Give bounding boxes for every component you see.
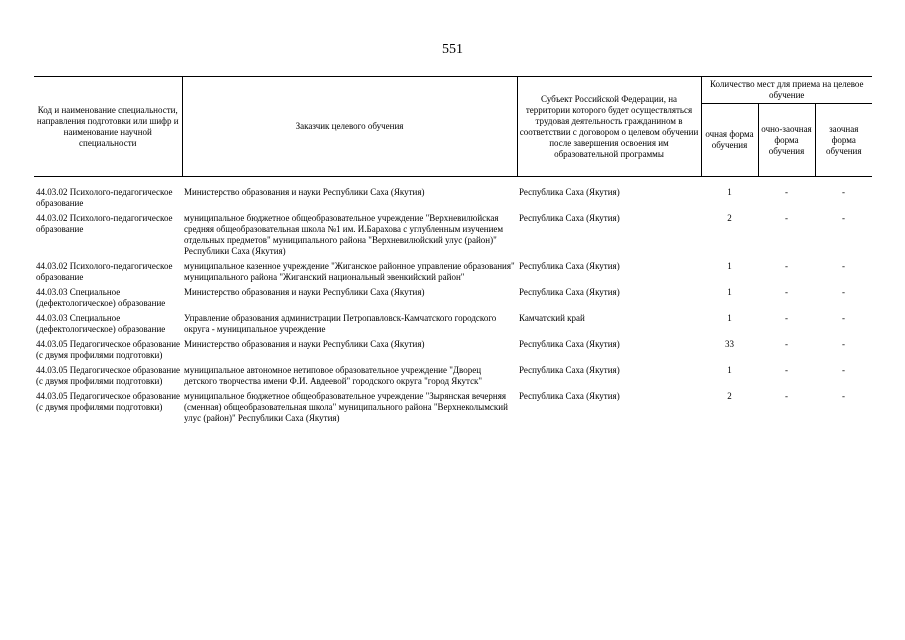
row-full-time: 2: [727, 391, 732, 401]
row-extramural: -: [842, 187, 845, 197]
row-region: Республика Саха (Якутия): [519, 339, 620, 349]
row-customer: муниципальное казенное учреждение "Жиганское районное управление образования" муниципального района "Жиганский национальный эвенкийский район": [184, 261, 515, 282]
table-row: [34, 213, 872, 261]
row-full-time: 1: [727, 313, 732, 323]
page-number: 551: [442, 42, 463, 57]
row-extramural: -: [842, 391, 845, 401]
row-region: Республика Саха (Якутия): [519, 365, 620, 375]
row-extramural: -: [842, 261, 845, 271]
row-code: 44.03.03 Специальное (дефектологическое) образование: [36, 287, 166, 308]
row-customer: муниципальное бюджетное общеобразовательное учреждение "Верхневилюйская средняя общеобразовательная школа №1 им. И.Барахова с углубленным изучением отдельных предметов" муниципального района "Верхневилюйский улус (район)" Республики Саха (Якутия): [184, 213, 504, 256]
header-customer: Заказчик целевого обучения: [182, 77, 517, 177]
row-region: Республика Саха (Якутия): [519, 287, 620, 297]
row-full-time: 1: [727, 287, 732, 297]
row-extramural: -: [842, 313, 845, 323]
admission-table: [34, 76, 872, 428]
row-full-time: 1: [727, 261, 732, 271]
row-code: 44.03.02 Психолого-педагогическое образование: [36, 261, 173, 282]
row-region: Республика Саха (Якутия): [519, 391, 620, 401]
row-part-time: -: [785, 313, 788, 323]
table-header: [34, 77, 872, 177]
row-code: 44.03.05 Педагогическое образование (с двумя профилями подготовки): [36, 339, 181, 360]
row-part-time: -: [785, 365, 788, 375]
header-full-time: очная форма обучения: [701, 104, 758, 177]
table-row: [34, 187, 872, 213]
row-part-time: -: [785, 287, 788, 297]
row-code: 44.03.02 Психолого-педагогическое образование: [36, 213, 173, 234]
row-full-time: 2: [727, 213, 732, 223]
row-extramural: -: [842, 339, 845, 349]
table-row: [34, 391, 872, 428]
header-places: Количество мест для приема на целевое обучение: [701, 77, 872, 104]
row-extramural: -: [842, 365, 845, 375]
row-part-time: -: [785, 213, 788, 223]
row-code: 44.03.05 Педагогическое образование (с двумя профилями подготовки): [36, 365, 181, 386]
row-code: 44.03.02 Психолого-педагогическое образование: [36, 187, 173, 208]
row-full-time: 1: [727, 365, 732, 375]
table-row: [34, 339, 872, 365]
row-region: Республика Саха (Якутия): [519, 261, 620, 271]
row-part-time: -: [785, 261, 788, 271]
row-region: Республика Саха (Якутия): [519, 187, 620, 197]
row-customer: муниципальное автономное нетиповое образовательное учреждение "Дворец детского творчества имени Ф.И. Авдеевой" городского округа "город Якутск": [184, 365, 483, 386]
row-customer: Управление образования администрации Петропавловск-Камчатского городского округа - муниципальное учреждение: [184, 313, 497, 334]
table-row: [34, 261, 872, 287]
row-extramural: -: [842, 287, 845, 297]
row-customer: Министерство образования и науки Республики Саха (Якутия): [184, 187, 425, 197]
row-part-time: -: [785, 339, 788, 349]
row-customer: муниципальное бюджетное общеобразовательное учреждение "Зырянская вечерняя (сменная) общеобразовательная школа" муниципального района "Верхнеколымский улус (район)" Республики Саха (Якутия): [184, 391, 508, 423]
row-region: Республика Саха (Якутия): [519, 213, 620, 223]
row-code: 44.03.03 Специальное (дефектологическое) образование: [36, 313, 166, 334]
row-part-time: -: [785, 187, 788, 197]
row-customer: Министерство образования и науки Республики Саха (Якутия): [184, 339, 425, 349]
table-body: [34, 177, 872, 429]
table-row: [34, 313, 872, 339]
row-full-time: 33: [725, 339, 734, 349]
header-code: Код и наименование специальности, направления подготовки или шифр и наименование научной специальности: [34, 77, 182, 177]
row-code: 44.03.05 Педагогическое образование (с двумя профилями подготовки): [36, 391, 181, 412]
row-region: Камчатский край: [519, 313, 585, 323]
row-extramural: -: [842, 213, 845, 223]
table-row: [34, 287, 872, 313]
table-row: [34, 365, 872, 391]
header-extramural: заочная форма обучения: [815, 104, 872, 177]
header-region: Субъект Российской Федерации, на территории которого будет осуществляться трудовая деятельность гражданином в соответствии с договором о целевом обучении после завершения освоения им образовательной программы: [517, 77, 701, 177]
row-full-time: 1: [727, 187, 732, 197]
header-part-time: очно-заочная форма обучения: [758, 104, 815, 177]
row-part-time: -: [785, 391, 788, 401]
row-customer: Министерство образования и науки Республики Саха (Якутия): [184, 287, 425, 297]
